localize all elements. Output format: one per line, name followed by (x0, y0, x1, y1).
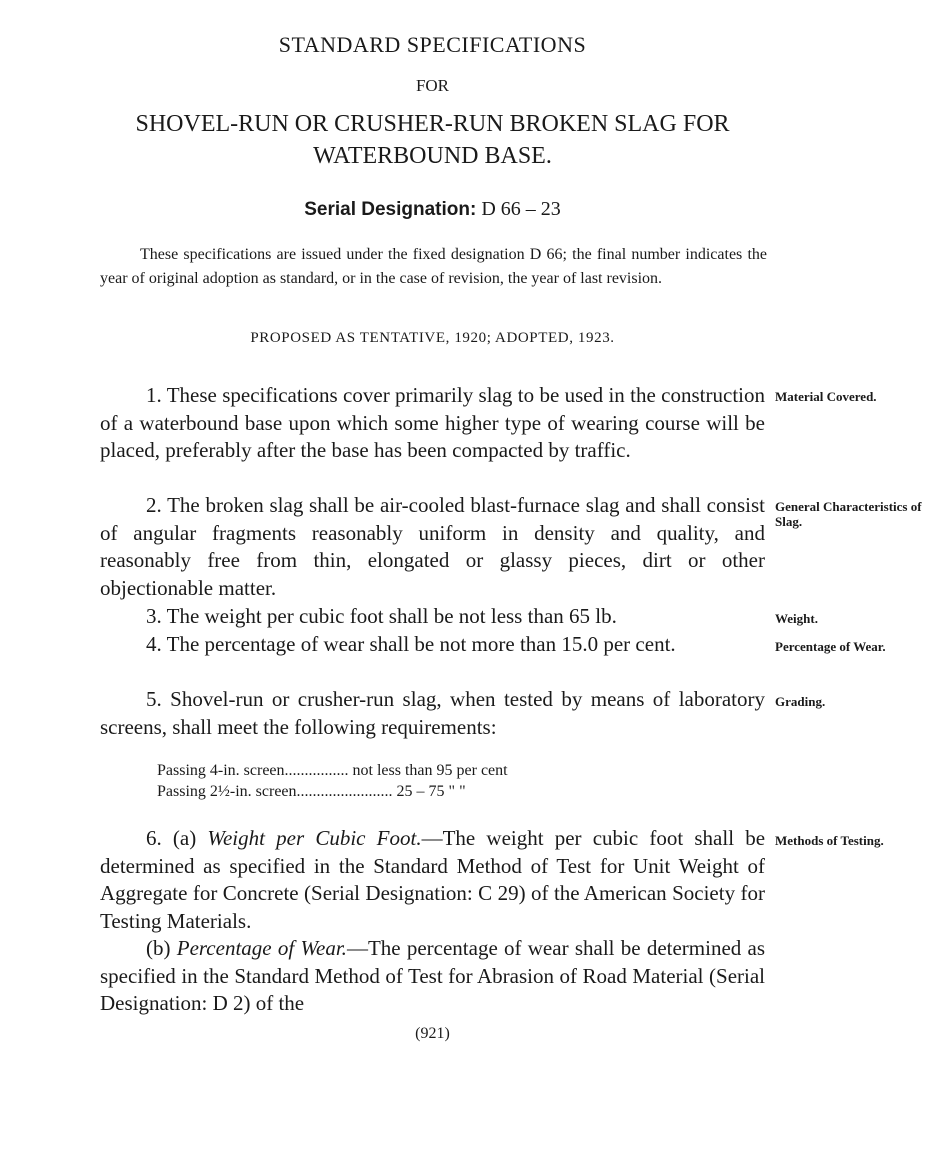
side-note-methods-of-testing: Methods of Testing. (775, 833, 884, 848)
side-note-general-characteristics: General Characteristics of Slag. (775, 499, 922, 529)
section-1 (100, 382, 765, 465)
side-note-material-covered: Material Covered. (775, 389, 877, 404)
section-5-text: 5. Shovel-run or crusher-run slag, when tested by means of laboratory screens, shall meet the following requirements: (100, 687, 765, 739)
serial-value: D 66 – 23 (481, 198, 561, 220)
section-6a-body: —The weight per cubic foot shall be determined as specified in the Standard Method of Test for Unit Weight of Aggregate for Concrete (Serial Designation: C 29) of the American Society for Testing Materials. (100, 826, 766, 933)
designation-note (100, 243, 767, 291)
side-note-weight: Weight. (775, 611, 818, 626)
serial-designation (100, 198, 765, 221)
section-1-text: 1. These specifications cover primarily slag to be used in the construction of a waterbound base upon which some higher type of wearing course will be placed, preferably after the base has been compacted by traffic. (100, 383, 765, 462)
section-6 (100, 825, 765, 1018)
grading-row (157, 781, 508, 802)
section-4 (100, 631, 765, 659)
serial-label: Serial Designation: (304, 199, 477, 220)
section-6a-number: 6. (a) (146, 826, 197, 850)
section-6b-number: (b) (146, 936, 171, 960)
spec-heading: STANDARD SPECIFICATIONS (278, 32, 587, 57)
grading-row-label: Passing 4-in. screen (157, 762, 285, 779)
section-6a-text (100, 825, 765, 935)
page-number: (921) (415, 1025, 450, 1042)
title-line-2: WATERBOUND BASE. (313, 143, 552, 169)
grading-row-value: not less than 95 per cent (352, 762, 508, 779)
section-2-text: 2. The broken slag shall be air-cooled blast-furnace slag and shall consist of angular fragments reasonably uniform in density and quality, and reasonably free from thin, elongated or glassy pieces, dirt or other objectionable matter. (100, 493, 765, 600)
grading-row-label: Passing 2½-in. screen (157, 783, 297, 800)
spec-heading-for: FOR (415, 76, 450, 95)
title-line-1: SHOVEL-RUN OR CRUSHER-RUN BROKEN SLAG FOR (135, 111, 730, 137)
section-6b-title: Percentage of Wear. (176, 936, 347, 960)
adoption-history: PROPOSED AS TENTATIVE, 1920; ADOPTED, 1923. (250, 330, 615, 346)
section-3 (100, 603, 765, 631)
section-4-text: 4. The percentage of wear shall be not more than 15.0 per cent. (146, 632, 676, 656)
grading-row-leader: ................ (284, 762, 349, 779)
grading-row (157, 760, 508, 781)
section-3-text: 3. The weight per cubic foot shall be not less than 65 lb. (146, 604, 617, 628)
grading-row-leader: ........................ (296, 783, 393, 800)
designation-note-text: These specifications are issued under the fixed designation D 66; the final number indicates the year of original adoption as standard, or in the case of revision, the year of last revision. (100, 246, 767, 287)
section-6b-text (100, 935, 765, 1018)
document-title (100, 108, 765, 172)
side-note-grading: Grading. (775, 694, 826, 709)
section-6b-body: —The percentage of wear shall be determined as specified in the Standard Method of Test for Abrasion of Road Material (Serial Designation: D 2) of the (100, 936, 766, 1015)
section-2 (100, 492, 765, 602)
side-note-percentage-of-wear: Percentage of Wear. (775, 639, 886, 654)
grading-row-value: 25 – 75 " " (396, 783, 466, 800)
section-5 (100, 686, 765, 741)
grading-table (157, 760, 508, 802)
section-6a-title: Weight per Cubic Foot. (207, 826, 422, 850)
